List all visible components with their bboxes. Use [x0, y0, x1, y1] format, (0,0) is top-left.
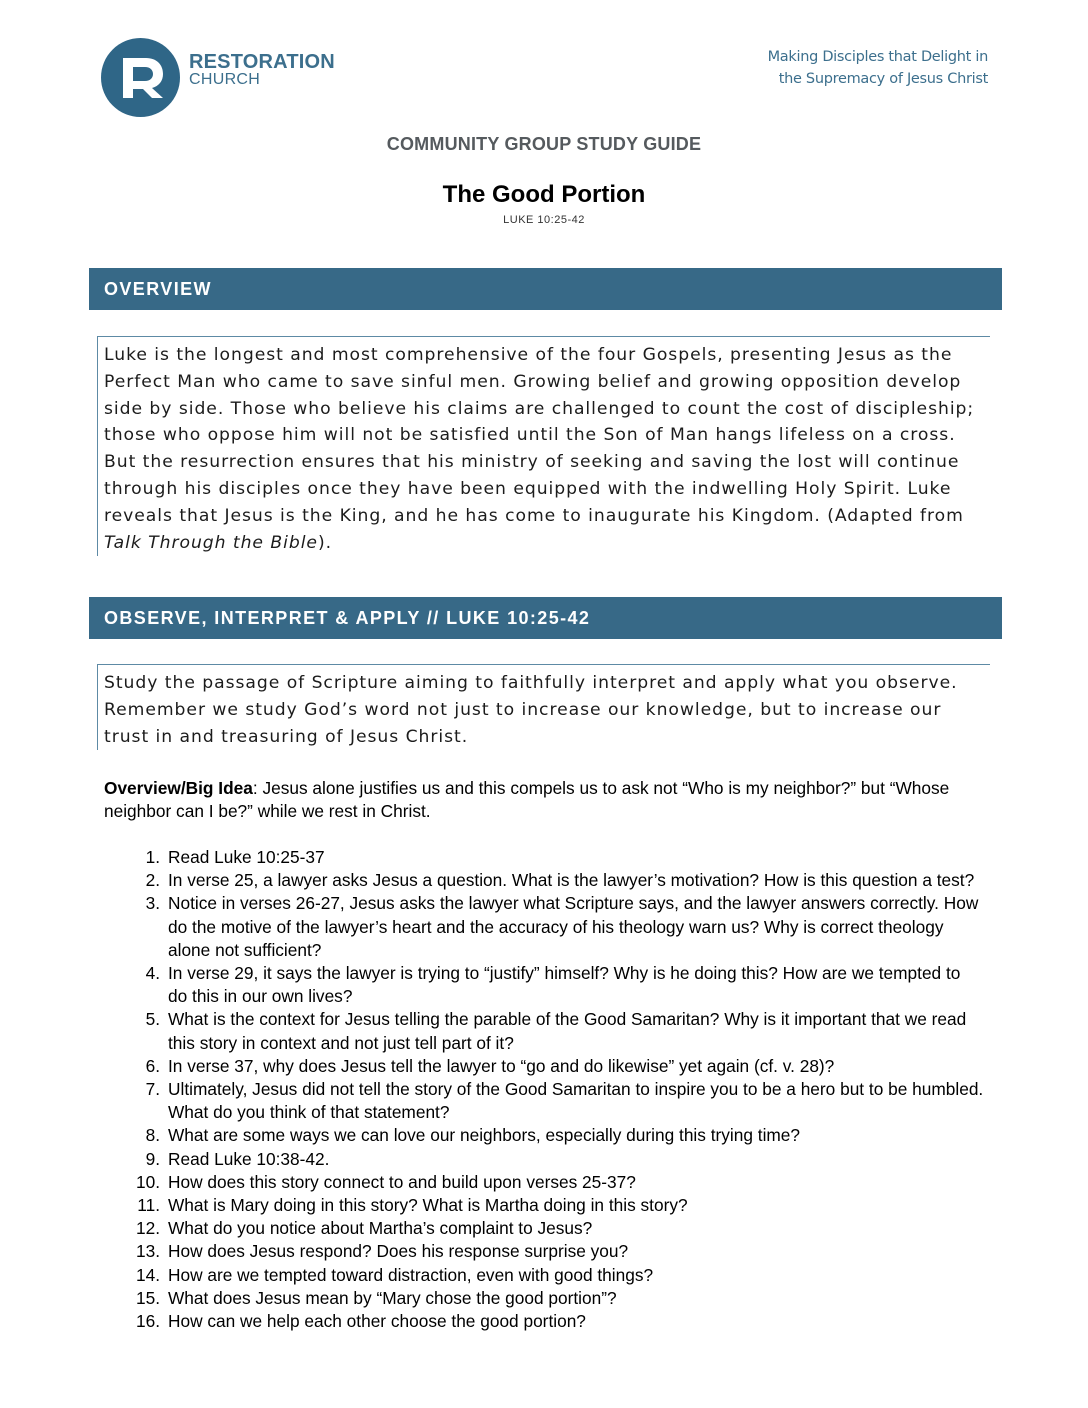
question-text: Ultimately, Jesus did not tell the story of the Good Samaritan to inspire you to be a hero but to be humbled. What do you think of that statement?	[168, 1079, 984, 1123]
tagline-line-1: Making Disciples that Delight in	[767, 49, 988, 65]
question-number: 11.	[137, 1195, 160, 1216]
question-number: 6.	[145, 1055, 160, 1076]
big-idea-label: Overview/Big Idea	[104, 778, 253, 798]
question-text: What is the context for Jesus telling the parable of the Good Samaritan? Why is it important that we read this story in context and not just tell part of it?	[168, 1009, 967, 1053]
question-item	[104, 962, 984, 1008]
question-text: Read Luke 10:25-37	[168, 847, 325, 867]
question-item	[104, 1055, 984, 1078]
question-number: 5.	[145, 1009, 160, 1030]
question-text: How does this story connect to and build upon verses 25-37?	[168, 1171, 636, 1192]
page-title: The Good Portion	[442, 181, 646, 208]
question-item	[104, 892, 984, 962]
guide-title: COMMUNITY GROUP STUDY GUIDE	[386, 134, 702, 154]
question-number: 9.	[145, 1148, 160, 1169]
question-item	[104, 869, 984, 892]
question-number: 15.	[135, 1287, 160, 1308]
question-text: Notice in verses 26-27, Jesus asks the lawyer what Scripture says, and the lawyer answers correctly. How do the motive of the lawyer’s heart and the accuracy of his theology warn us? Why is correct theology alone not sufficient?	[168, 893, 979, 960]
question-item	[104, 846, 984, 869]
question-number: 12.	[135, 1218, 160, 1239]
question-item	[104, 1264, 984, 1287]
question-text: In verse 25, a lawyer asks Jesus a question. What is the lawyer’s motivation? How is this question a test?	[168, 870, 975, 891]
question-item	[104, 1287, 984, 1310]
logo-name: RESTORATION	[189, 51, 335, 73]
tagline-line-2: the Supremacy of Jesus Christ	[778, 71, 988, 87]
scripture-reference: LUKE 10:25-42	[503, 214, 585, 226]
question-item	[104, 1240, 984, 1263]
question-number: 14.	[135, 1264, 160, 1285]
overview-heading: OVERVIEW	[89, 268, 1002, 310]
question-text: What is Mary doing in this story? What is Martha doing in this story?	[168, 1195, 688, 1216]
overview-text-end: ).	[317, 532, 333, 553]
question-text: In verse 29, it says the lawyer is trying to “justify” himself? Why is he doing this? How are we tempted to do this in our own lives?	[168, 963, 961, 1007]
question-text: What does Jesus mean by “Mary chose the good portion”?	[168, 1287, 617, 1308]
question-item	[104, 1310, 984, 1333]
question-item	[104, 1171, 984, 1194]
study-intro: Study the passage of Scripture aiming to faithfully interpret and apply what you observe. Remember we study God’s word not just to increase our knowledge, but to increase our trust in and treasuring of Jesus Christ.	[97, 664, 990, 750]
overview-text-main: Luke is the longest and most comprehensive of the four Gospels, presenting Jesus as the Perfect Man who came to save sinful men. Growing belief and growing opposition develop side by side. Those who believe his claims are challenged to count the cost of discipleship; those who oppose him will not be satisfied until the Son of Man hangs lifeless on a cross. But the resurrection ensures that his ministry of seeking and saving the lost will continue through his disciples once they have been equipped with the indwelling Holy Spirit. Luke reveals that Jesus is the King, and he has come to inaugurate his Kingdom. (Adapted from	[104, 345, 975, 526]
question-text: How can we help each other choose the good portion?	[168, 1311, 586, 1332]
question-list	[104, 846, 984, 1333]
question-number: 1.	[145, 847, 160, 867]
question-number: 4.	[145, 963, 160, 984]
question-number: 10.	[135, 1171, 160, 1192]
church-tagline	[768, 46, 988, 90]
question-item	[104, 1124, 984, 1147]
question-text: How are we tempted toward distraction, even with good things?	[168, 1264, 654, 1285]
question-number: 7.	[145, 1079, 160, 1100]
question-item	[104, 1194, 984, 1217]
question-number: 3.	[145, 893, 160, 914]
question-text: In verse 37, why does Jesus tell the lawyer to “go and do likewise” yet again (cf. v. 28)?	[168, 1055, 835, 1076]
big-idea-text: : Jesus alone justifies us and this compels us to ask not “Who is my neighbor?” but “Whose neighbor can I be?” while we rest in Christ.	[104, 778, 950, 821]
church-logo	[101, 38, 341, 118]
question-item	[104, 1148, 984, 1171]
question-number: 16.	[135, 1311, 160, 1332]
question-text: What are some ways we can love our neighbors, especially during this trying time?	[168, 1125, 801, 1146]
question-number: 13.	[135, 1241, 160, 1262]
question-number: 8.	[145, 1125, 160, 1146]
big-idea	[104, 777, 984, 823]
logo-r-mark-icon	[101, 38, 180, 117]
overview-text	[97, 336, 990, 556]
question-text: What do you notice about Martha’s complaint to Jesus?	[168, 1218, 593, 1239]
question-item	[104, 1008, 984, 1054]
question-number: 2.	[145, 870, 160, 891]
overview-source-title: Talk Through the Bible	[104, 532, 318, 553]
logo-subtitle: CHURCH	[189, 71, 261, 88]
study-heading: OBSERVE, INTERPRET & APPLY // LUKE 10:25-42	[89, 597, 1002, 639]
question-item	[104, 1217, 984, 1240]
question-text: Read Luke 10:38-42.	[168, 1148, 330, 1169]
question-item	[104, 1078, 984, 1124]
question-text: How does Jesus respond? Does his response surprise you?	[168, 1241, 629, 1262]
